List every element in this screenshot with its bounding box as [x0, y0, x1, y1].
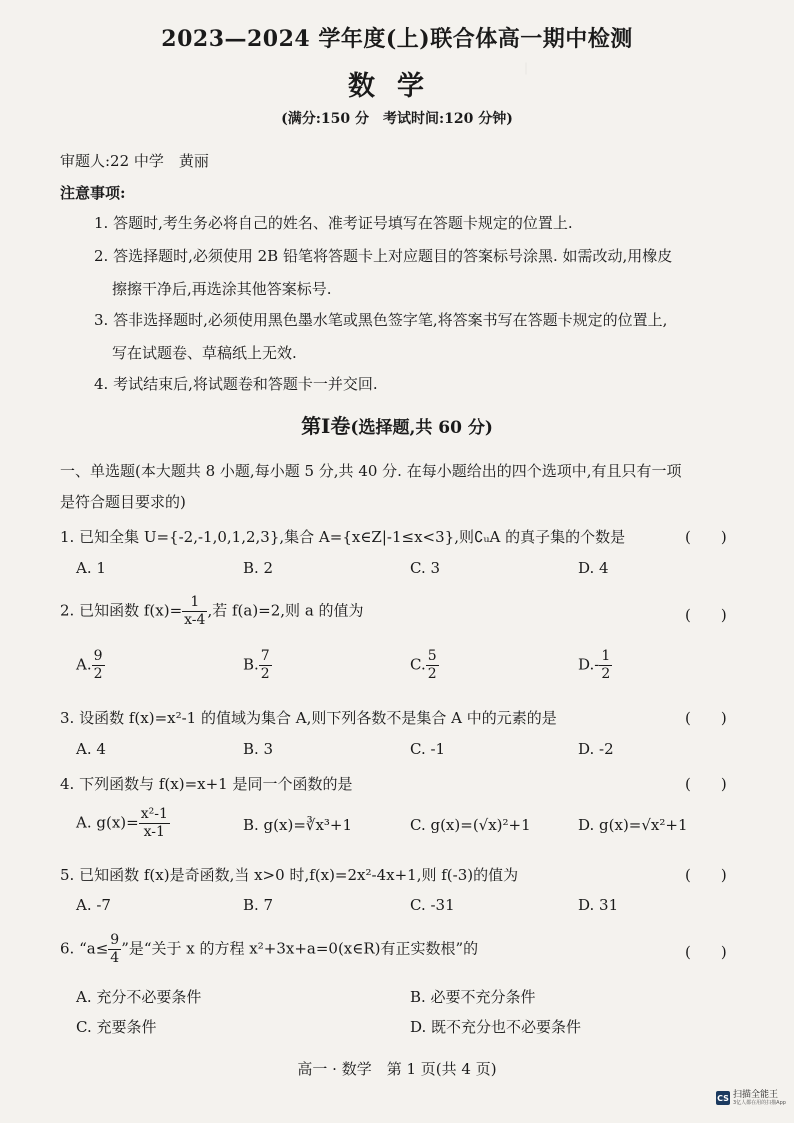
option-fraction [599, 648, 612, 683]
question-2-answer-paren: ( ) [685, 606, 727, 624]
exam-info: (满分:150 分 考试时间:120 分钟) [281, 111, 513, 127]
question-1-option-a: A. 1 [76, 559, 106, 577]
fraction-denominator: 2 [93, 666, 103, 682]
section-label: 第Ⅰ卷 [301, 414, 351, 438]
exam-title: 2023—2024 学年度(上)联合体高一期中检测 [161, 26, 633, 52]
question-4-option-a [76, 806, 170, 841]
fraction-numerator: 7 [260, 648, 270, 664]
question-6-option-a: A. 充分不必要条件 [76, 988, 202, 1006]
question-3-option-c: C. -1 [410, 740, 446, 758]
notice-item-3: 3. 答非选择题时,必须使用黑色墨水笔或黑色签字笔,将答案书写在答题卡规定的位置上, [94, 311, 668, 329]
question-3-option-d: D. -2 [578, 740, 614, 758]
question-3-option-a: A. 4 [76, 740, 106, 758]
question-5-stem: 5. 已知函数 f(x)是奇函数,当 x>0 时,f(x)=2x²-4x+1,则 f(-3)的值为 [60, 866, 519, 884]
fraction-denominator: 2 [260, 666, 270, 682]
question-6-option-c: C. 充要条件 [76, 1018, 157, 1036]
scanner-watermark [716, 1090, 786, 1106]
question-2-stem-prefix: 2. 已知函数 f(x)= [60, 601, 183, 620]
scanner-slogan: 3亿人都在用的扫描App [733, 1100, 786, 1106]
question-4-option-b: B. g(x)=∛x³+1 [243, 816, 353, 834]
option-fraction [426, 648, 439, 683]
question-3-answer-paren: ( ) [685, 709, 727, 727]
question-6-stem [60, 932, 478, 967]
fraction-denominator: x-1 [143, 824, 165, 840]
scanner-name: 扫描全能王 [733, 1090, 779, 1100]
option-label: D. [578, 655, 595, 674]
option-label: A. [76, 655, 92, 674]
question-1-stem: 1. 已知全集 U={-2,-1,0,1,2,3},集合 A={x∈Z|-1≤x<3},则∁ᵤA 的真子集的个数是 [60, 528, 626, 546]
reviewer: 审题人:22 中学 黄丽 [60, 152, 209, 170]
section-title [0, 410, 794, 439]
question-4-option-c: C. g(x)=(√x)²+1 [410, 816, 531, 834]
question-2-stem [60, 594, 364, 629]
question-2-option-d [578, 648, 612, 683]
option-label: C. [410, 655, 426, 674]
question-2-option-c [410, 648, 439, 683]
question-4-stem: 4. 下列函数与 f(x)=x+1 是同一个函数的是 [60, 775, 353, 793]
subject-title: 数学 [348, 71, 446, 102]
page-footer: 高一 · 数学 第 1 页(共 4 页) [297, 1060, 497, 1078]
option-fraction [92, 648, 105, 683]
option-sign: - [594, 655, 600, 674]
scanner-watermark-text [733, 1090, 786, 1106]
question-6-stem-prefix: 6. “a≤ [60, 939, 109, 958]
fraction-numerator: 9 [110, 932, 120, 948]
fraction-numerator: 5 [427, 648, 437, 664]
question-1-option-b: B. 2 [243, 559, 274, 577]
question-1-option-c: C. 3 [410, 559, 441, 577]
section-subtitle: (选择题,共 60 分) [350, 418, 493, 438]
notice-item-3-cont: 写在试题卷、草稿纸上无效. [112, 344, 297, 362]
question-1-answer-paren: ( ) [685, 528, 727, 546]
option-fraction [259, 648, 272, 683]
bleed-through: ｜ [520, 62, 641, 76]
camscanner-logo-icon: CS [716, 1091, 730, 1105]
question-5-option-a: A. -7 [76, 896, 111, 914]
notice-title: 注意事项: [60, 184, 126, 202]
question-3-stem: 3. 设函数 f(x)=x²-1 的值域为集合 A,则下列各数不是集合 A 中的元素的是 [60, 709, 557, 727]
question-3-option-b: B. 3 [243, 740, 274, 758]
question-6-answer-paren: ( ) [685, 943, 727, 961]
question-6-fraction [108, 932, 121, 967]
fraction-denominator: 4 [110, 950, 120, 966]
fraction-numerator: 1 [182, 594, 207, 612]
fraction-numerator: 1 [601, 648, 611, 664]
option-fraction [139, 806, 170, 841]
question-2-stem-suffix: ,若 f(a)=2,则 a 的值为 [207, 601, 364, 620]
fraction-denominator: 2 [427, 666, 437, 682]
question-4-option-d: D. g(x)=√x²+1 [578, 816, 688, 834]
part-instruction-line1: 一、单选题(本大题共 8 小题,每小题 5 分,共 40 分. 在每小题给出的四个选项中,有且只有一项 [60, 462, 682, 480]
notice-item-2-cont: 擦擦干净后,再选涂其他答案标号. [112, 280, 332, 298]
option-prefix: A. g(x)= [76, 813, 139, 832]
question-1-option-d: D. 4 [578, 559, 609, 577]
question-6-stem-suffix: ”是“关于 x 的方程 x²+3x+a=0(x∈R)有正实数根”的 [121, 939, 479, 958]
question-5-option-d: D. 31 [578, 896, 619, 914]
notice-item-2: 2. 答选择题时,必须使用 2B 铅笔将答题卡上对应题目的答案标号涂黑. 如需改动,用橡皮 [94, 247, 673, 265]
fraction-numerator: 9 [93, 648, 103, 664]
question-6-option-d: D. 既不充分也不必要条件 [410, 1018, 582, 1036]
part-instruction-line2: 是符合题目要求的) [60, 493, 186, 511]
fraction-denominator: 2 [601, 666, 611, 682]
question-6-option-b: B. 必要不充分条件 [410, 988, 536, 1006]
notice-item-1: 1. 答题时,考生务必将自己的姓名、准考证号填写在答题卡规定的位置上. [94, 214, 573, 232]
notice-item-4: 4. 考试结束后,将试题卷和答题卡一并交回. [94, 375, 378, 393]
question-5-answer-paren: ( ) [685, 866, 727, 884]
question-5-option-c: C. -31 [410, 896, 455, 914]
question-5-option-b: B. 7 [243, 896, 274, 914]
question-2-option-b [243, 648, 272, 683]
question-2-fraction [182, 594, 207, 629]
option-label: B. [243, 655, 259, 674]
fraction-numerator: x²-1 [140, 806, 168, 822]
fraction-denominator: x-4 [184, 612, 206, 628]
question-2-option-a [76, 648, 105, 683]
question-4-answer-paren: ( ) [685, 775, 727, 793]
